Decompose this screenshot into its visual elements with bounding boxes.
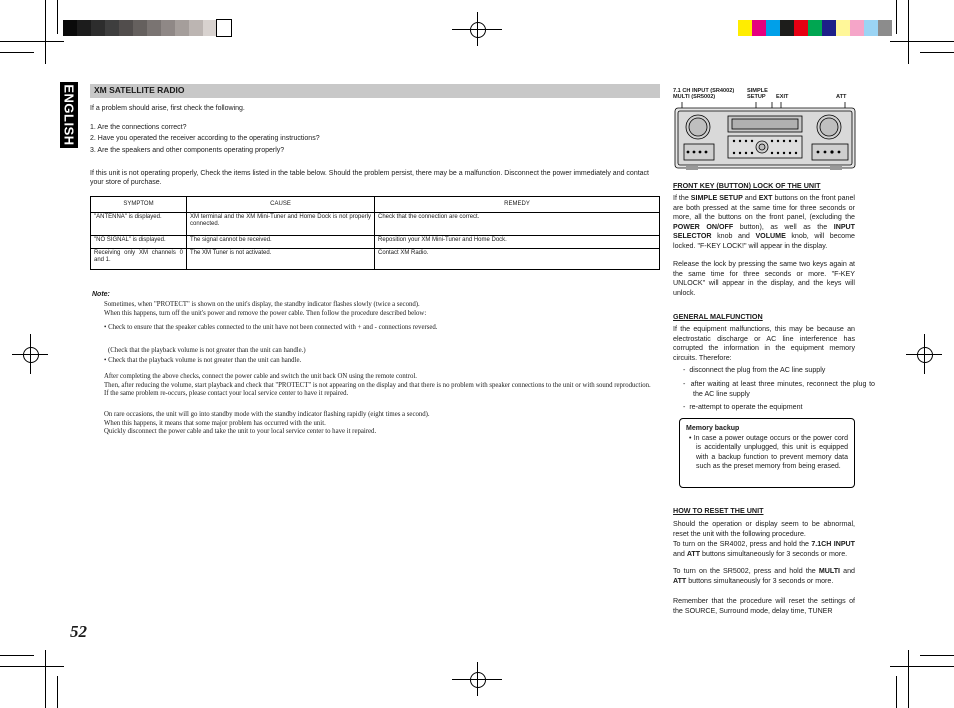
reset-paragraph-1: Should the operation or display seem to be abnormal, reset the unit with the following procedure.	[673, 520, 855, 538]
table-cell: Check that the connection are correct.	[375, 213, 660, 236]
malfunction-step: - re-attempt to operate the equipment	[683, 403, 803, 411]
language-tab-label: ENGLISH	[61, 84, 77, 146]
color-swatch	[189, 20, 203, 36]
general-malfunction-paragraph: If the equipment malfunctions, this may be because an electrostatic discharge or AC line interference has corrupted the information in the equipment memory circuits. Therefore:	[673, 325, 855, 362]
color-swatch	[794, 20, 808, 36]
note-line: Then, after reducing the volume, start playback and check that "PROTECT" is not appearing on the display and that there is no problem with speaker connections to the unit or with sound reproduction.	[104, 381, 651, 389]
front-key-heading: FRONT KEY (BUTTON) LOCK OF THE UNIT	[673, 181, 821, 190]
label-att: ATT	[836, 94, 847, 100]
color-swatch	[119, 20, 133, 36]
color-swatch	[217, 20, 231, 36]
general-malfunction-heading: GENERAL MALFUNCTION	[673, 312, 763, 321]
reset-paragraph-2: To turn on the SR4002, press and hold the 7.1CH INPUT and ATT buttons simultaneously for 3 seconds or more.	[673, 540, 856, 558]
color-swatch	[738, 20, 752, 36]
table-cell: The XM Tuner is not activated.	[187, 249, 375, 270]
color-swatch	[175, 20, 189, 36]
column-header-remedy: REMEDY	[375, 197, 660, 213]
color-swatch	[203, 20, 217, 36]
color-swatch	[77, 20, 91, 36]
reset-heading: HOW TO RESET THE UNIT	[673, 506, 764, 515]
note-line: After completing the above checks, connect the power cable and switch the unit back ON using the remote control.	[104, 373, 417, 380]
table-cell: Contact XM Radio.	[375, 249, 660, 270]
intro-text: If a problem should arise, first check the following.	[90, 105, 245, 112]
color-swatch	[752, 20, 766, 36]
front-key-release-paragraph: Release the lock by pressing the same two keys again at the same time for three seconds or more. "F-KEY UNLOCK" will appear in the display, and the keys will unlock.	[673, 260, 855, 297]
label-simple-setup: SIMPLE SETUP	[747, 88, 768, 101]
memory-backup-title: Memory backup	[686, 425, 740, 432]
note-bullet-2: • Check that the playback volume is not greater than the unit can handle.	[104, 357, 302, 364]
note-line: On rare occasions, the unit will go into standby mode with the standby indicator flashing rapidly (eight times a second).	[104, 411, 430, 418]
note-parenthetical: (Check that the playback volume is not greater than the unit can handle.)	[108, 347, 306, 354]
note-line: If the same problem re-occurs, please contact your local service center to have it repaired.	[104, 390, 349, 398]
color-swatch	[91, 20, 105, 36]
color-swatch	[147, 20, 161, 36]
note-line: When this happens, it means that some major problem has occurred with the unit.	[104, 419, 326, 427]
table-cell: Receiving only XM channels 0 and 1.	[91, 249, 187, 270]
reset-paragraph-4: Remember that the procedure will reset the settings of the SOURCE, Surround mode, delay time, TUNER	[673, 597, 855, 615]
table-cell: Reposition your XM Mini-Tuner and Home Dock.	[375, 236, 660, 249]
color-swatch	[766, 20, 780, 36]
malfunction-step: - after waiting at least three minutes, reconnect the plug to the AC line supply	[683, 380, 876, 398]
memory-backup-text: • In case a power outage occurs or the power cord is accidentally unplugged, this unit is equipped with a backup function to prevent memory data such as the preset memory from being erased.	[689, 435, 848, 470]
page-number: 52	[70, 622, 87, 641]
note-bullet-text: Check to ensure that the speaker cables connected to the unit have not been connected with + and - connections reversed.	[108, 324, 438, 331]
check-3: 3. Are the speakers and other components operating properly?	[90, 147, 285, 154]
color-swatch	[836, 20, 850, 36]
color-swatch	[822, 20, 836, 36]
note-line: Quickly disconnect the power cable and take the unit to your local service center to have it repaired.	[104, 428, 377, 436]
color-swatch	[161, 20, 175, 36]
color-swatch	[864, 20, 878, 36]
note-paragraph-1	[104, 373, 664, 399]
language-tab	[60, 82, 78, 148]
color-swatch	[808, 20, 822, 36]
label-exit: EXIT	[776, 94, 789, 100]
receiver-front-panel-illustration	[672, 100, 858, 178]
check-2: 2. Have you operated the receiver according to the operating instructions?	[90, 135, 320, 142]
note-bullet-1: • Check to ensure that the speaker cables connected to the unit have not been connected with + and - connections reversed.	[104, 324, 438, 331]
troubleshooting-table	[90, 196, 660, 270]
section-title: XM SATELLITE RADIO	[94, 85, 185, 95]
note-bullet-text: Check that the playback volume is not greater than the unit can handle.	[108, 357, 302, 364]
column-header-cause: CAUSE	[187, 197, 375, 213]
color-swatch	[780, 20, 794, 36]
column-header-symptom: SYMPTOM	[91, 197, 187, 213]
label-71ch-input: 7.1 CH INPUT (SR4002) MULTI (SR5002)	[673, 88, 735, 101]
note-title: Note:	[92, 291, 110, 298]
table-row	[91, 213, 660, 236]
reset-paragraph-3: To turn on the SR5002, press and hold the MULTI and ATT buttons simultaneously for 3 seconds or more.	[673, 567, 855, 585]
color-swatch	[850, 20, 864, 36]
table-cell: "NO SIGNAL" is displayed.	[91, 236, 187, 249]
front-key-paragraph: If the SIMPLE SETUP and EXT buttons on the front panel are both pressed at the same time for three seconds or more, all the buttons on the front panel, (excluding the POWER ON/OFF button), as well as the INPUT SELECTOR knob and VOLUME knob, will become locked. "F-KEY LOCK!" will appear in the display.	[673, 194, 856, 250]
color-swatch	[63, 20, 77, 36]
note-text	[104, 301, 664, 318]
section-title-bar	[90, 84, 660, 98]
color-swatch	[878, 20, 892, 36]
note-line: When this happens, turn off the unit's power and remove the power cable. Then follow the procedure described below:	[104, 309, 427, 317]
note-line: Sometimes, when "PROTECT" is shown on the unit's display, the standby indicator flashes slowly (twice a second).	[104, 301, 420, 308]
table-cell: The signal cannot be received.	[187, 236, 375, 249]
malfunction-step: - disconnect the plug from the AC line supply	[683, 366, 826, 374]
table-cell: "ANTENNA" is displayed.	[91, 213, 187, 236]
note-paragraph-2	[104, 411, 664, 437]
memory-backup-box	[679, 418, 855, 488]
color-swatch	[133, 20, 147, 36]
check-1: 1. Are the connections correct?	[90, 124, 187, 131]
color-swatch	[105, 20, 119, 36]
table-header-row	[91, 197, 660, 213]
table-cell: XM terminal and the XM Mini-Tuner and Home Dock is not properly connected.	[187, 213, 375, 236]
table-row	[91, 236, 660, 249]
table-row	[91, 249, 660, 270]
instruction-text: If this unit is not operating properly, Check the items listed in the table below. Should the problem persist, there may be a malfunction. Disconnect the power immediately and contact your store of purchase.	[90, 170, 649, 187]
